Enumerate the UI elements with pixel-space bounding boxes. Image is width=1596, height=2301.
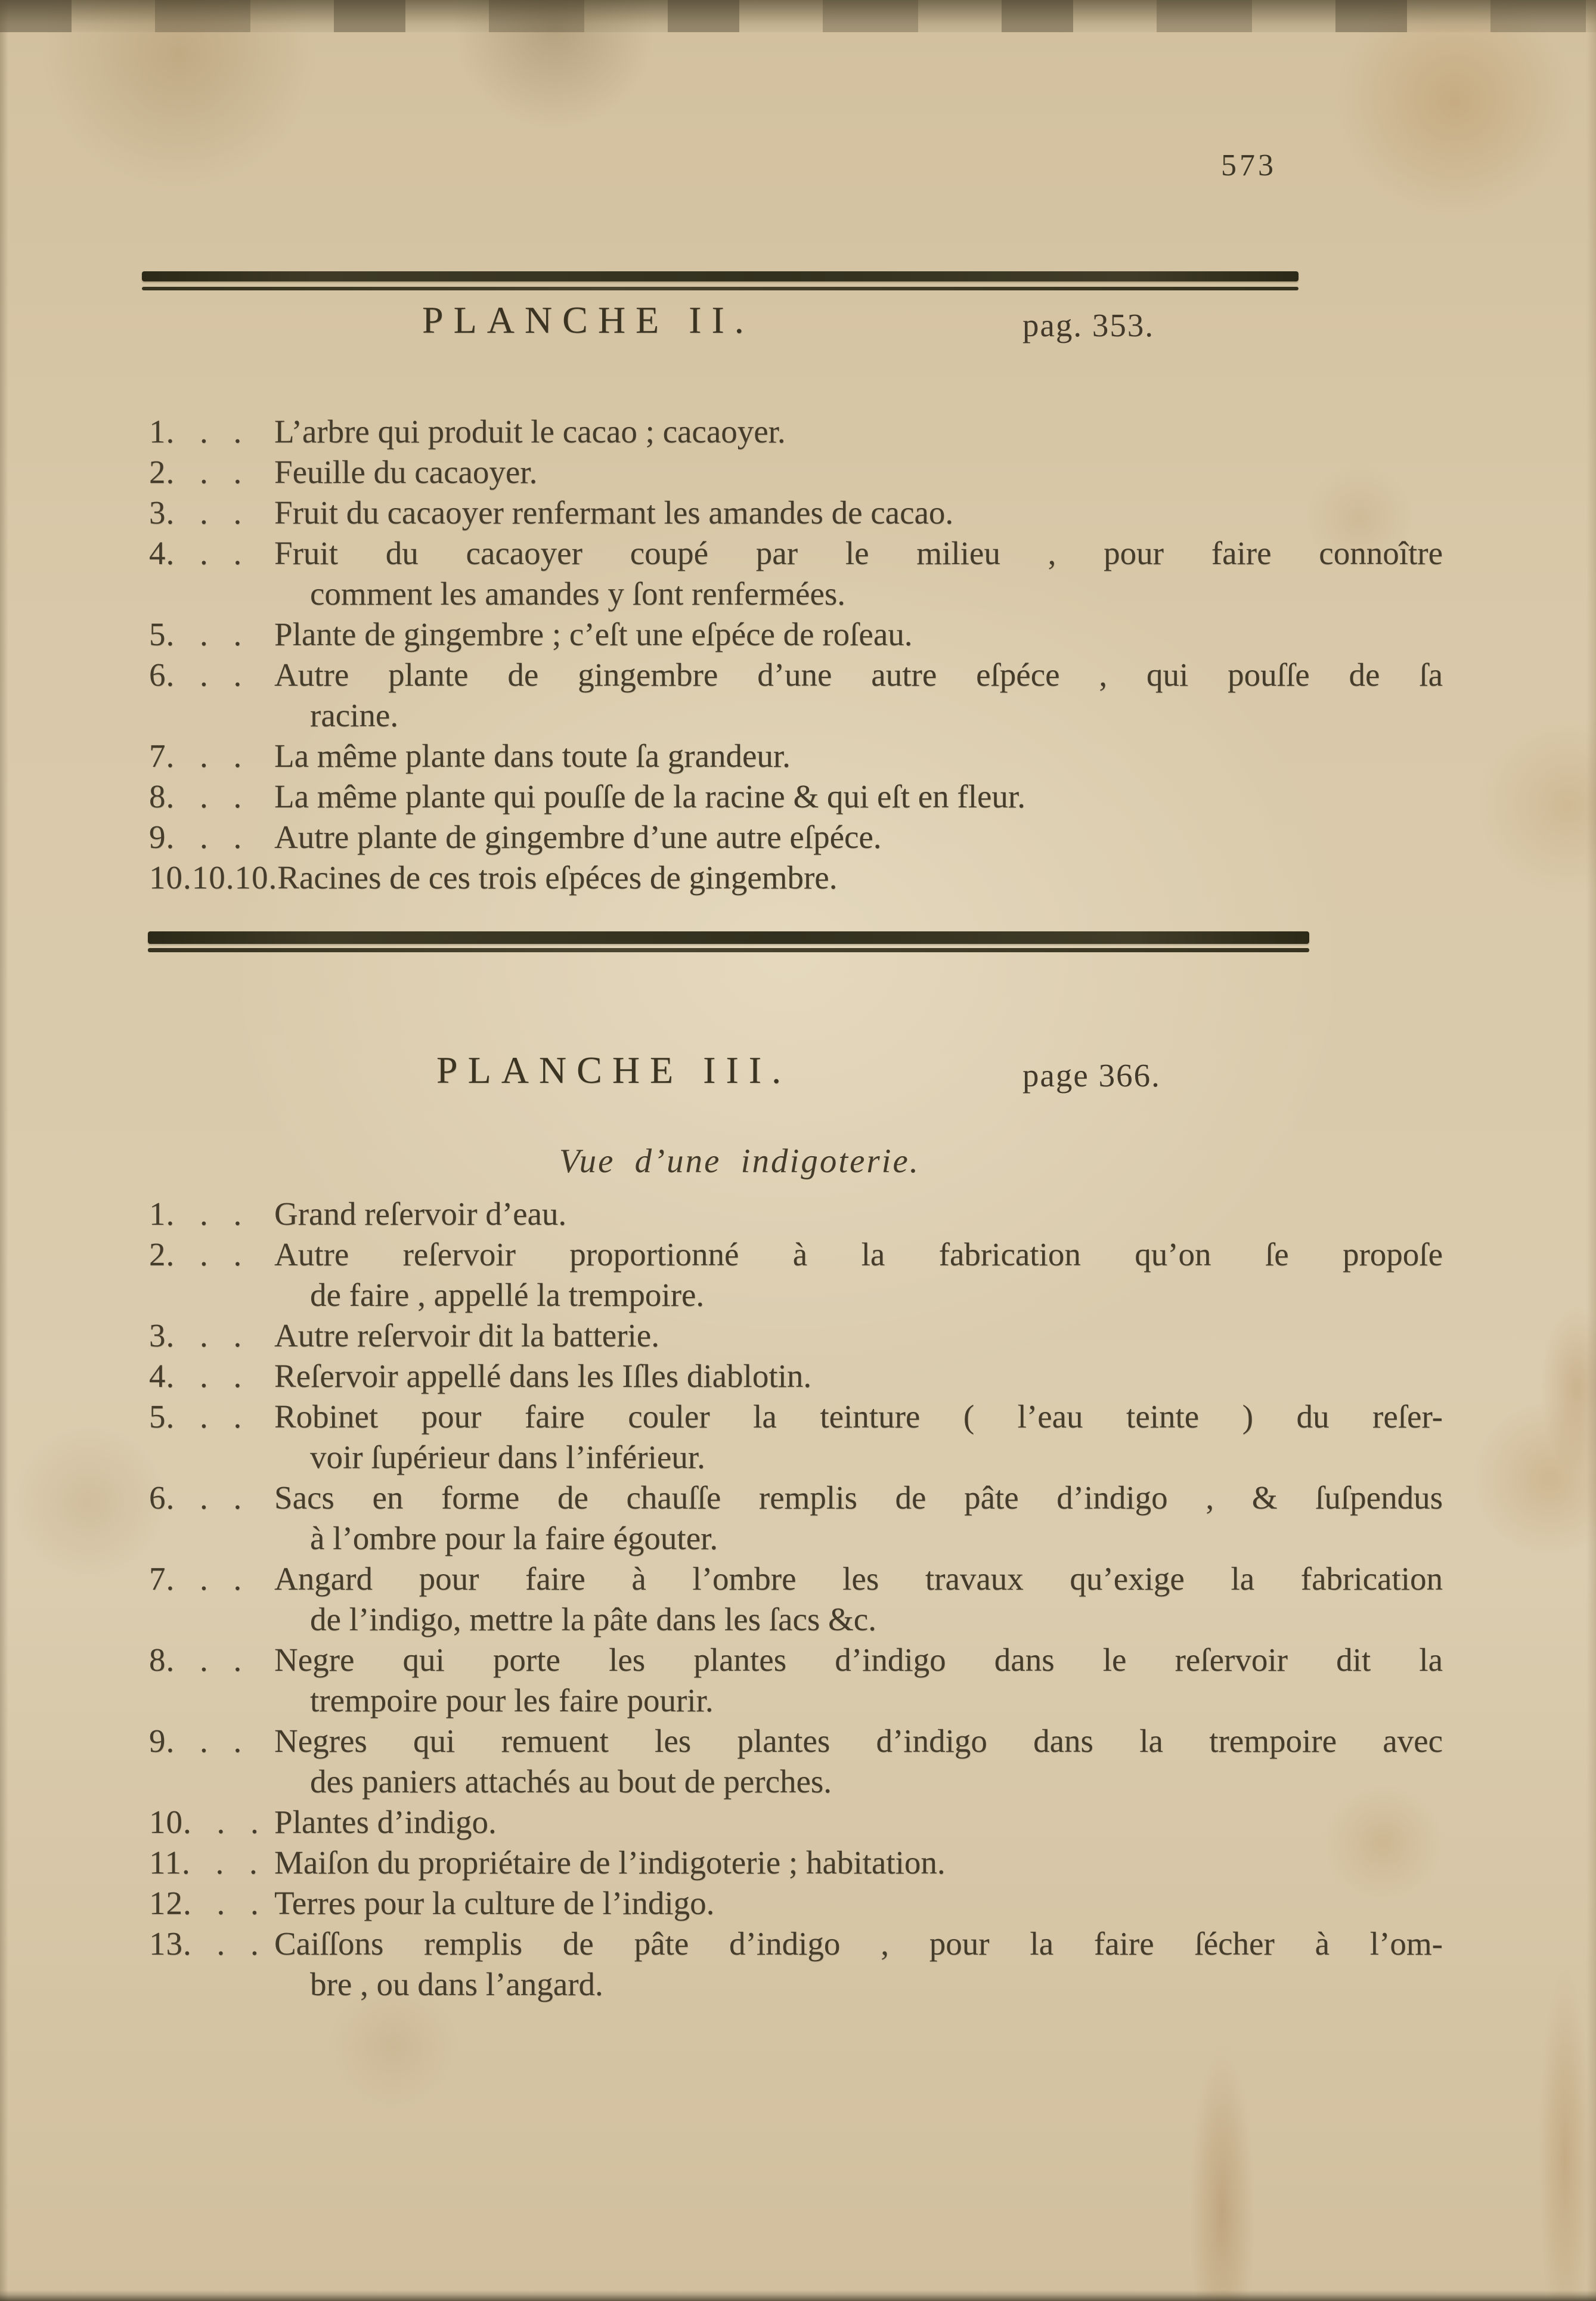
item-number: 8. . .	[149, 778, 243, 815]
item-number: 12. . .	[149, 1885, 259, 1921]
text-line: La même plante qui pouſſe de la racine & qui eſt en fleur.	[274, 778, 1025, 815]
text-line: Racines de ces trois eſpéces de gingembre.	[277, 859, 838, 896]
item-number: 1. . .	[149, 1196, 243, 1232]
item-text	[274, 1721, 1443, 1802]
page-left-edge	[0, 0, 8, 2301]
list-item	[149, 1842, 1443, 1883]
item-number: 4. . .	[149, 535, 243, 571]
plate-3-list	[149, 1194, 1443, 2005]
item-text	[274, 817, 1443, 857]
item-text	[274, 533, 1443, 614]
list-item	[149, 493, 1443, 533]
text-line: Fruit du cacaoyer coupé par le milieu , pour faire connoître	[274, 535, 1443, 571]
list-item	[149, 1802, 1443, 1842]
item-text	[274, 1802, 1443, 1842]
list-item	[149, 533, 1443, 614]
divider-thin-line	[142, 287, 1299, 290]
plate-3-heading: PLANCHE III.	[436, 1049, 792, 1091]
item-number: 2. . .	[149, 1236, 243, 1272]
item-text	[274, 1924, 1443, 2005]
item-number: 7. . .	[149, 1560, 243, 1597]
list-item	[149, 1356, 1443, 1396]
item-text	[277, 857, 1443, 898]
item-number: 9. . .	[149, 1723, 243, 1759]
text-line: Plantes d’indigo.	[274, 1804, 497, 1840]
text-line: Angard pour faire à l’ombre les travaux qu’exige la fabrication	[274, 1560, 1443, 1597]
plate-2-heading: PLANCHE II.	[422, 299, 754, 341]
list-item	[149, 776, 1443, 817]
page-number: 573	[1221, 148, 1276, 182]
page-bottom-edge	[0, 2290, 1596, 2301]
item-number: 2. . .	[149, 454, 243, 490]
text-line: voir ſupérieur dans l’inférieur.	[310, 1439, 705, 1475]
list-item	[149, 655, 1443, 736]
text-line: Sacs en forme de chauſſe remplis de pâte d’indigo , & ſuſpendus	[274, 1479, 1443, 1516]
item-text	[274, 1842, 1443, 1883]
item-text	[274, 1234, 1443, 1315]
plate-3-page-reference: page 366.	[1022, 1057, 1161, 1094]
text-line: Caiſſons remplis de pâte d’indigo , pour la faire ſécher à l’om-	[274, 1925, 1443, 1962]
item-text	[274, 655, 1443, 736]
item-text	[274, 1315, 1443, 1356]
item-number: 13. . .	[149, 1925, 259, 1962]
text-line: Grand reſervoir d’eau.	[274, 1196, 567, 1232]
item-number: 5. . .	[149, 616, 243, 652]
divider-thick-line	[142, 271, 1299, 281]
list-item	[149, 1883, 1443, 1924]
item-number: 6. . .	[149, 1479, 243, 1516]
item-number: 7. . .	[149, 738, 243, 774]
item-number: 6. . .	[149, 656, 243, 693]
section-divider-rule	[142, 271, 1299, 290]
item-text	[274, 493, 1443, 533]
text-line: Plante de gingembre ; c’eſt une eſpéce de roſeau.	[274, 616, 913, 652]
list-item	[149, 1559, 1443, 1640]
list-item	[149, 1721, 1443, 1802]
list-item	[149, 411, 1443, 452]
item-number: 10. . .	[149, 1804, 259, 1840]
text-line: Terres pour la culture de l’indigo.	[274, 1885, 715, 1921]
plate-2-list	[149, 411, 1443, 898]
item-text	[274, 1356, 1443, 1396]
text-line: Maiſon du propriétaire de l’indigoterie ; habitation.	[274, 1844, 946, 1881]
item-text	[274, 1194, 1443, 1234]
text-line: de faire , appellé la trempoire.	[310, 1277, 705, 1313]
item-number: 3. . .	[149, 494, 243, 531]
text-line: des paniers attachés au bout de perches.	[310, 1763, 832, 1800]
page-top-edge	[0, 0, 1596, 32]
text-line: comment les amandes y ſont renfermées.	[310, 575, 846, 612]
text-line: Autre reſervoir proportionné à la fabrication qu’on ſe propoſe	[274, 1236, 1443, 1272]
text-line: racine.	[310, 697, 399, 733]
list-item	[149, 452, 1443, 493]
item-text	[274, 1478, 1443, 1559]
page-right-edge	[1586, 0, 1596, 2301]
text-line: Fruit du cacaoyer renfermant les amandes de cacao.	[274, 494, 954, 531]
list-item	[149, 817, 1443, 857]
list-item	[149, 857, 1443, 898]
list-item	[149, 1194, 1443, 1234]
list-item	[149, 614, 1443, 655]
item-number: 11. . .	[149, 1844, 258, 1881]
text-line: de l’indigo, mettre la pâte dans les ſacs &c.	[310, 1601, 876, 1637]
list-item	[149, 1478, 1443, 1559]
list-item	[149, 736, 1443, 776]
text-line: Robinet pour faire couler la teinture ( l’eau teinte ) du reſer-	[274, 1398, 1443, 1435]
list-item	[149, 1315, 1443, 1356]
text-line: Autre plante de gingembre d’une autre eſpéce.	[274, 819, 882, 855]
list-item	[149, 1924, 1443, 2005]
text-line: L’arbre qui produit le cacao ; cacaoyer.	[274, 413, 786, 450]
item-text	[274, 736, 1443, 776]
divider-thin-line	[148, 948, 1309, 952]
text-line: trempoire pour les faire pourir.	[310, 1682, 714, 1718]
divider-thick-line	[148, 931, 1309, 944]
item-number: 10.10.10.	[149, 859, 278, 896]
text-line: La même plante dans toute ſa grandeur.	[274, 738, 791, 774]
plate-3-subtitle: Vue d’une indigoterie.	[559, 1142, 921, 1180]
item-text	[274, 452, 1443, 493]
item-text	[274, 776, 1443, 817]
text-line: Autre reſervoir dit la batterie.	[274, 1317, 659, 1354]
item-number: 9. . .	[149, 819, 243, 855]
list-item	[149, 1640, 1443, 1721]
text-line: Negre qui porte les plantes d’indigo dans le reſervoir dit la	[274, 1642, 1443, 1678]
list-item	[149, 1234, 1443, 1315]
item-text	[274, 1883, 1443, 1924]
plate-2-page-reference: pag. 353.	[1022, 307, 1155, 343]
item-number: 1. . .	[149, 413, 243, 450]
item-text	[274, 411, 1443, 452]
text-line: à l’ombre pour la faire égouter.	[310, 1520, 718, 1556]
item-text	[274, 1640, 1443, 1721]
text-line: bre , ou dans l’angard.	[310, 1966, 603, 2002]
section-divider-rule	[148, 931, 1309, 952]
list-item	[149, 1396, 1443, 1478]
text-line: Reſervoir appellé dans les Iſles diablotin.	[274, 1358, 812, 1394]
item-number: 3. . .	[149, 1317, 243, 1354]
text-line: Autre plante de gingembre d’une autre eſpéce , qui pouſſe de ſa	[274, 656, 1443, 693]
item-text	[274, 614, 1443, 655]
item-number: 5. . .	[149, 1398, 243, 1435]
item-number: 4. . .	[149, 1358, 243, 1394]
item-number: 8. . .	[149, 1642, 243, 1678]
text-line: Negres qui remuent les plantes d’indigo dans la trempoire avec	[274, 1723, 1443, 1759]
item-text	[274, 1559, 1443, 1640]
item-text	[274, 1396, 1443, 1478]
text-line: Feuille du cacaoyer.	[274, 454, 538, 490]
